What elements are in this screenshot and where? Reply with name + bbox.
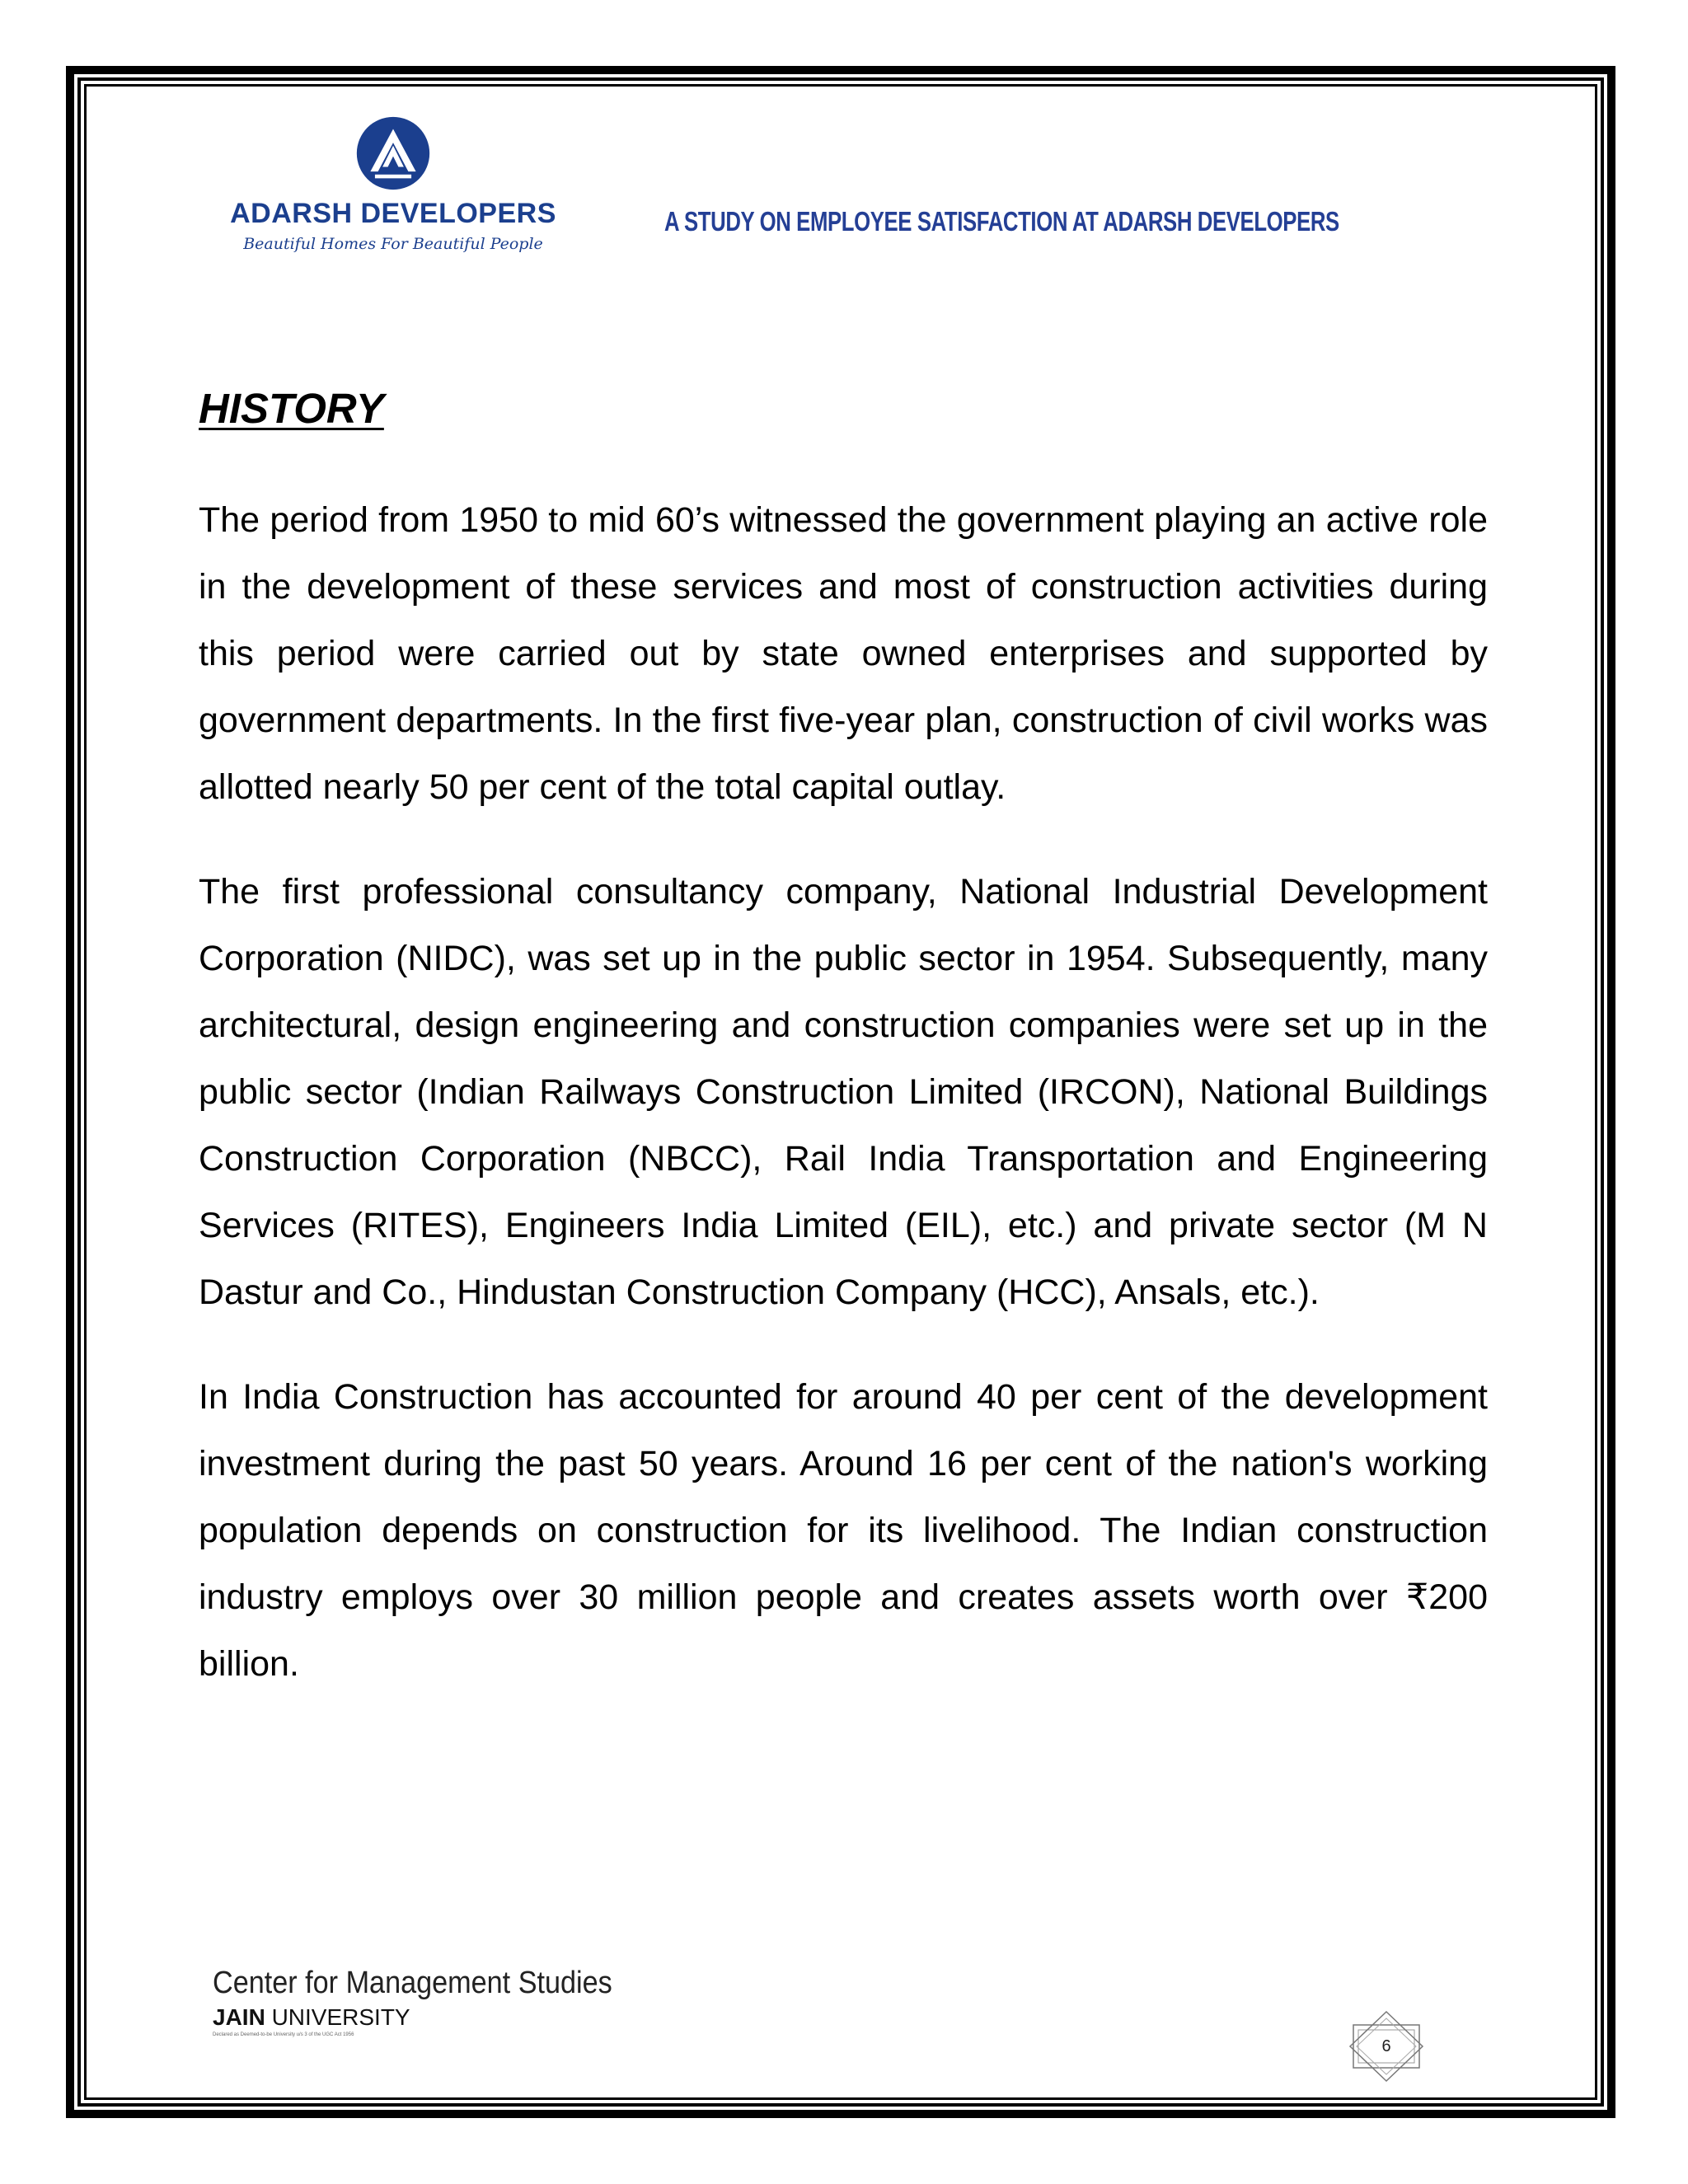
paragraph-3: In India Construction has accounted for around 40 per cent of the development investment during the past 50 years. Around 16 per cent of the nation's working population depends on construction for its livelihood. The Indian construction industry employs over 30 million people and creates assets worth over ₹200 billion. <box>199 1377 1488 1684</box>
footer-institution-name: Center for Management Studies <box>213 1966 612 2000</box>
footer-university-rest: UNIVERSITY <box>265 2004 410 2030</box>
page-number: 6 <box>1381 2037 1391 2055</box>
footer-fine-print: Declared as Deemed-to-be University u/s 3 of the UGC Act 1956 <box>213 2032 354 2037</box>
page-number-badge <box>1345 2008 1428 2084</box>
adarsh-emblem-icon <box>355 115 431 191</box>
document-header-title: A STUDY ON EMPLOYEE SATISFACTION AT ADARSH DEVELOPERS <box>664 206 1339 237</box>
footer-institution <box>213 1966 657 2037</box>
company-logo <box>216 115 570 280</box>
section-heading: HISTORY <box>199 385 384 432</box>
paragraph-1: The period from 1950 to mid 60’s witnessed the government playing an active role in the development of these services and most of construction activities during this period were carried out by state owned enterprises and supported by government departments. In the first five-year plan, construction of civil works was allotted nearly 50 per cent of the total capital outlay. <box>199 500 1488 807</box>
logo-company-name: ADARSH DEVELOPERS <box>230 198 556 229</box>
section-body <box>199 487 1488 1736</box>
logo-tagline: Beautiful Homes For Beautiful People <box>243 235 543 253</box>
footer-university-bold: JAIN <box>213 2004 265 2030</box>
footer-university <box>213 2004 657 2031</box>
paragraph-2: The first professional consultancy company, National Industrial Development Corporation (NIDC), was set up in the public sector in 1954. Subsequently, many architectural, design engineering and construction companies were set up in the public sector (Indian Railways Construction Limited (IRCON), National Buildings Construction Corporation (NBCC), Rail India Transportation and Engineering Services (RITES), Engineers India Limited (EIL), etc.) and private sector (M N Dastur and Co., Hindustan Construction Company (HCC), Ansals, etc.). <box>199 872 1488 1312</box>
